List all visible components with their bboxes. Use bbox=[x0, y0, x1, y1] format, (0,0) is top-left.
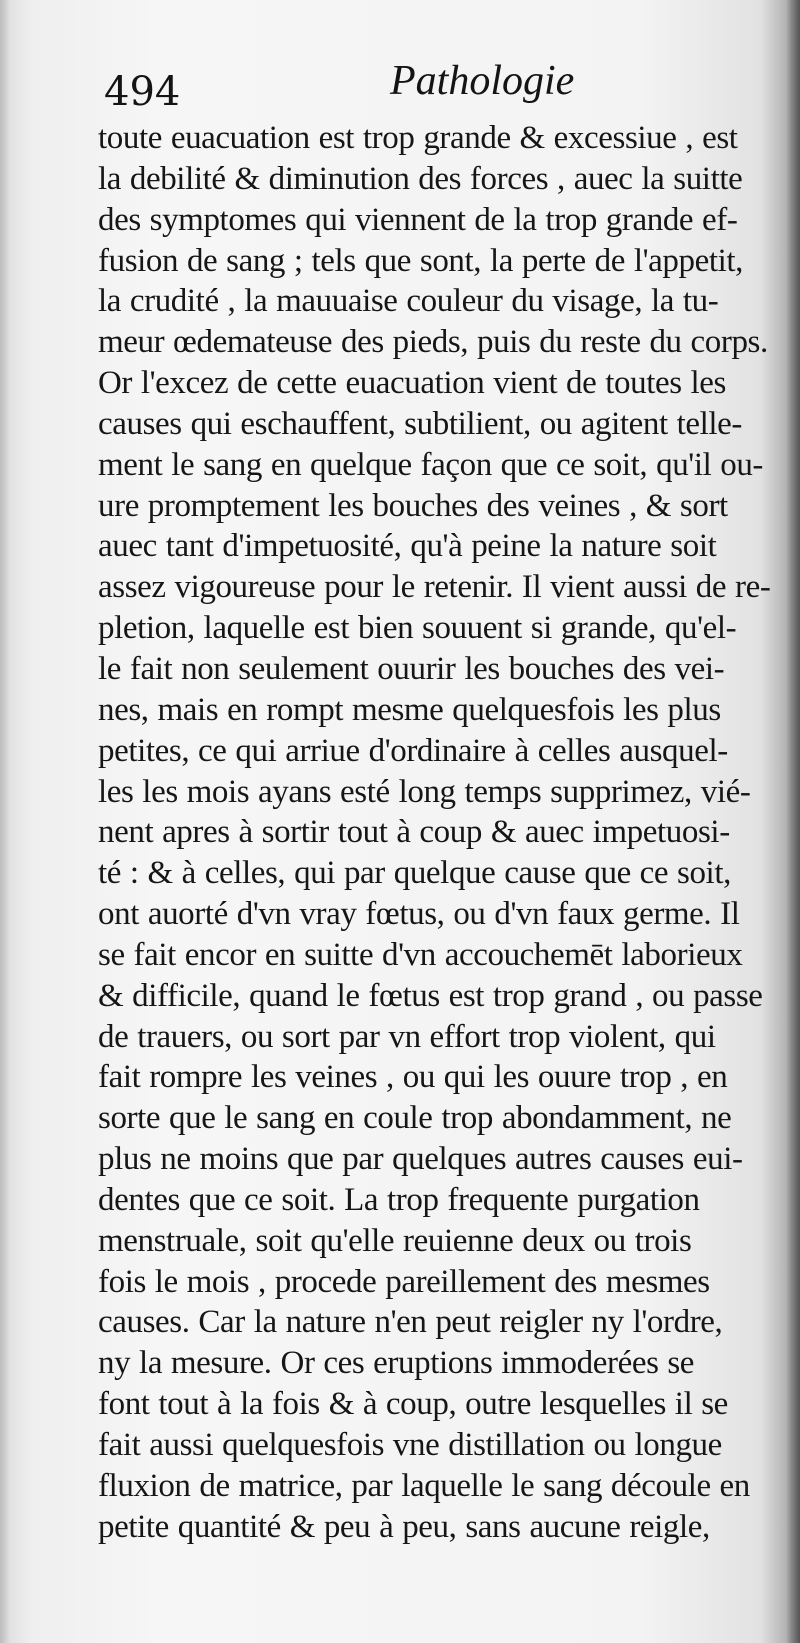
text-line: ont auorté d'vn vray fœtus, ou d'vn faux germe. Il bbox=[98, 896, 740, 933]
text-line: les les mois ayans esté long temps supprimez, vié- bbox=[98, 773, 751, 810]
text-line: plus ne moins que par quelques autres causes eui- bbox=[98, 1141, 743, 1178]
text-line: fait aussi quelquesfois vne distillation ou longue bbox=[98, 1427, 722, 1463]
text-line: fait rompre les veines , ou qui les ouure trop , en bbox=[98, 1059, 728, 1096]
text-line: la debilité & diminution des forces , auec la suitte bbox=[98, 160, 743, 197]
text-line: petites, ce qui arriue d'ordinaire à celles ausquel- bbox=[98, 732, 728, 769]
text-line: dentes que ce soit. La trop frequente purgation bbox=[98, 1181, 700, 1218]
text-line: de trauers, ou sort par vn effort trop violent, qui bbox=[98, 1018, 716, 1055]
text-line: font tout à la fois & à coup, outre lesquelles il se bbox=[98, 1386, 728, 1423]
running-head: Pathologie bbox=[390, 58, 575, 104]
text-line: nent apres à sortir tout à coup & auec impetuosi- bbox=[98, 814, 730, 851]
text-line: menstruale, soit qu'elle reuienne deux ou trois bbox=[98, 1222, 692, 1259]
text-line: fluxion de matrice, par laquelle le sang découle en bbox=[98, 1467, 750, 1504]
text-line: té : & à celles, qui par quelque cause que ce soit, bbox=[98, 855, 731, 892]
text-line: & difficile, quand le fœtus est trop grand , ou passe bbox=[98, 977, 763, 1014]
text-line: auec tant d'impetuosité, qu'à peine la nature soit bbox=[98, 528, 717, 565]
text-line: causes qui eschauffent, subtilient, ou agitent telle- bbox=[98, 405, 742, 442]
text-line: pletion, laquelle est bien souuent si grande, qu'el- bbox=[98, 610, 737, 647]
text-line: fusion de sang ; tels que sont, la perte de l'appetit, bbox=[98, 242, 744, 279]
page-header bbox=[104, 48, 594, 118]
text-line: sorte que le sang en coule trop abondamment, ne bbox=[98, 1100, 732, 1137]
text-line: assez vigoureuse pour le retenir. Il vient aussi de re- bbox=[98, 569, 771, 606]
text-line: ny la mesure. Or ces eruptions immoderées se bbox=[98, 1345, 695, 1382]
text-line: des symptomes qui viennent de la trop grande ef- bbox=[98, 201, 738, 238]
text-line: petite quantité & peu à peu, sans aucune reigle, bbox=[98, 1508, 710, 1545]
text-line: ure promptement les bouches des veines , & sort bbox=[98, 487, 728, 524]
text-line: toute euacuation est trop grande & excessiue , est bbox=[98, 120, 738, 156]
page-number: 494 bbox=[104, 69, 181, 115]
text-line: ment le sang en quelque façon que ce soit, qu'il ou- bbox=[98, 446, 764, 483]
text-line: la crudité , la mauuaise couleur du visage, la tu- bbox=[98, 283, 719, 320]
text-line: Or l'excez de cette euacuation vient de toutes les bbox=[98, 365, 726, 402]
text-line: le fait non seulement ouurir les bouches des vei- bbox=[98, 650, 725, 687]
text-line: fois le mois , procede pareillement des mesmes bbox=[98, 1263, 710, 1300]
text-line: meur œdemateuse des pieds, puis du reste du corps. bbox=[98, 324, 768, 361]
text-line: se fait encor en suitte d'vn accouchemēt laborieux bbox=[98, 936, 743, 973]
text-line: nes, mais en rompt mesme quelquesfois les plus bbox=[98, 691, 721, 728]
body-text bbox=[98, 118, 778, 1548]
text-line: causes. Car la nature n'en peut reigler ny l'ordre, bbox=[98, 1304, 723, 1341]
